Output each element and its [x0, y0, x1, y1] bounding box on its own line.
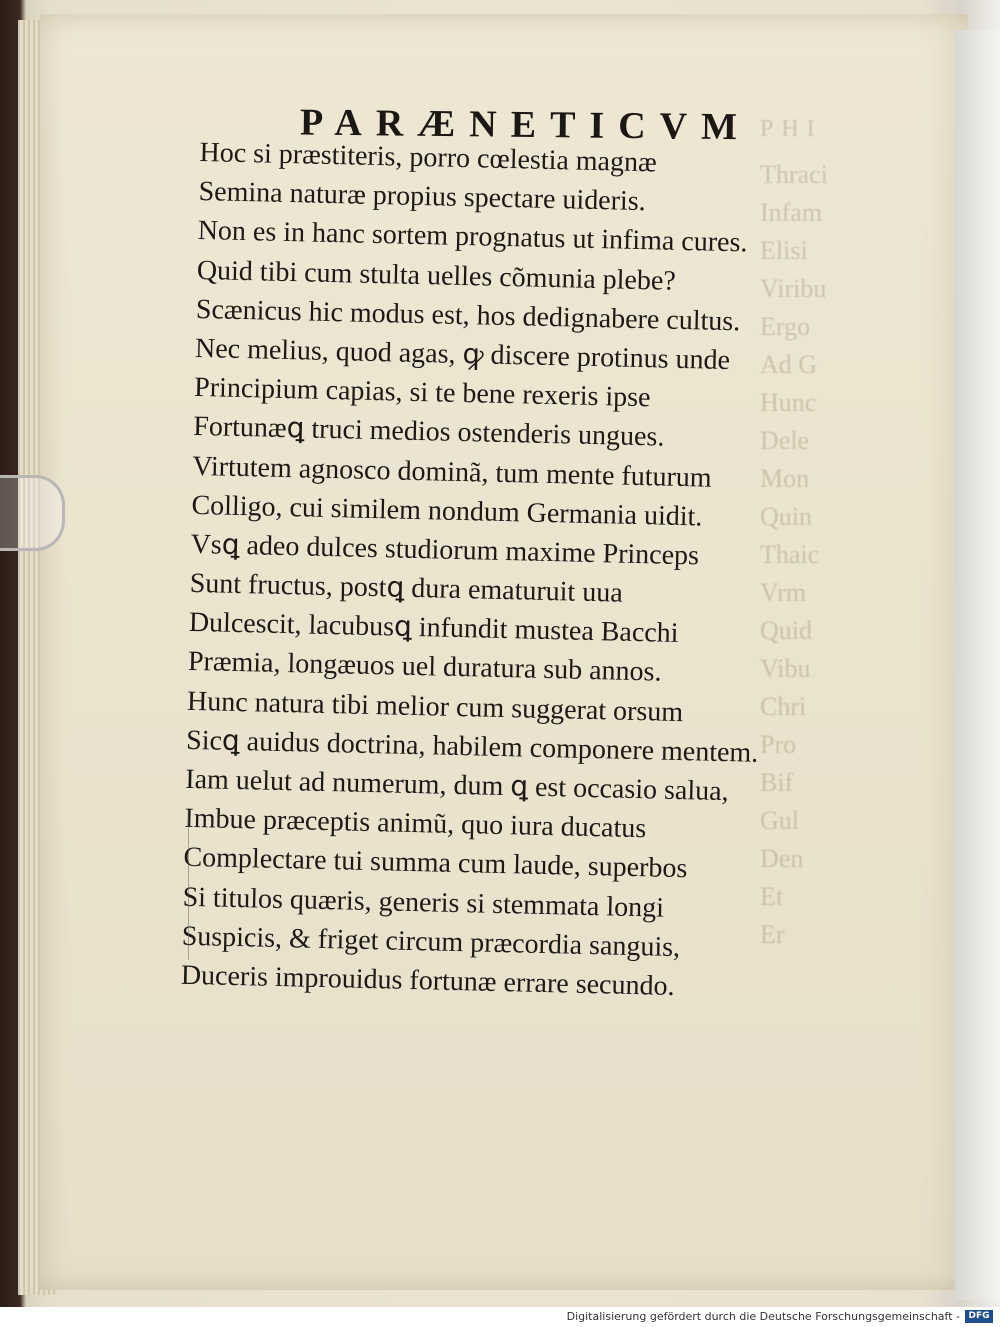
bleed-line: Vibu [760, 654, 811, 683]
verse-line: Præmia, longæuos uel duratura sub annos. [187, 646, 662, 689]
bleed-line: Den [760, 844, 804, 873]
bleed-line: Elisi [760, 236, 808, 265]
bleed-line: Viribu [760, 274, 827, 303]
running-head: PARÆNETICVM [299, 101, 752, 149]
bleed-line: Hunc [760, 388, 817, 417]
verse-line: Si titulos quæris, generis si stemmata longi [182, 881, 665, 924]
bleed-line: Bif [760, 768, 794, 797]
bleed-line: Infam [760, 198, 823, 227]
verse-line: Scænicus hic modus est, hos dedignabere cultus. [195, 293, 741, 338]
verse-line: Quid tibi cum stulta uelles cõmunia plebe? [196, 254, 677, 297]
dfg-logo-icon: DFG [965, 1310, 993, 1323]
bleed-line: Thaic [760, 540, 820, 569]
verse-line: Fortunæꝗ truci medios ostenderis ungues. [192, 411, 665, 453]
verse-line: Duceris improuidus fortunæ errare secundo. [180, 959, 675, 1002]
bleed-line: Quid [760, 616, 812, 645]
bleed-line: Quin [760, 502, 812, 531]
bleed-line: Pro [760, 730, 797, 759]
verse-line: Hunc natura tibi melior cum suggerat orsum [186, 685, 684, 728]
verse-line: Virtutem agnosco dominã, tum mente futurum [192, 450, 712, 494]
footer-bar [0, 1307, 1000, 1327]
bleed-line: Er [760, 920, 785, 949]
bleed-line: Et [760, 882, 784, 911]
bleed-line: Dele [760, 426, 810, 455]
bleed-line: Mon [760, 464, 810, 493]
clip-icon [0, 475, 65, 551]
verse-line: Colligo, cui similem nondum Germania uidit. [191, 489, 703, 533]
verse-line: Dulcescit, lacubusꝗ infundit mustea Bacchi [188, 607, 679, 650]
verse-line: Complectare tui summa cum laude, superbos [183, 842, 688, 885]
verse-line: Nec melius, quod agas, ꝙ discere protinus unde [194, 332, 731, 377]
bleed-line: Thraci [760, 160, 828, 189]
verse-line: Hoc si præstiteris, porro cœlestia magnæ [199, 136, 658, 179]
bleed-line: Chri [760, 692, 807, 721]
verse-line: Non es in hanc sortem prognatus ut infima cures. [197, 215, 748, 259]
bleed-line: Ergo [760, 312, 811, 341]
verse-block [180, 133, 839, 1009]
facing-page [955, 30, 1000, 1300]
verse-line: Iam uelut ad numerum, dum ꝗ est occasio salua, [184, 763, 729, 808]
verse-line: Semina naturæ propius spectare uideris. [198, 176, 647, 218]
bleed-header: PHI [760, 116, 823, 142]
bleed-line: Ad G [760, 350, 818, 379]
bleed-line: Vrm [760, 578, 807, 607]
margin-mark [188, 810, 195, 960]
funding-credit: Digitalisierung gefördert durch die Deutsche Forschungsgemeinschaft - [566, 1310, 960, 1323]
verse-line: Sicꝗ auidus doctrina, habilem componere mentem. [185, 724, 759, 769]
verse-line: Principium capias, si te bene rexeris ipse [193, 372, 651, 414]
verse-line: Imbue præceptis animũ, quo iura ducatus [184, 803, 647, 845]
verse-line: Vsꝗ adeo dulces studiorum maxime Princeps [190, 528, 700, 572]
bleed-line: Gul [760, 806, 799, 835]
verse-line: Suspicis, & friget circum præcordia sanguis, [181, 920, 681, 963]
verse-line: Sunt fructus, postꝗ dura ematuruit uua [189, 567, 624, 609]
